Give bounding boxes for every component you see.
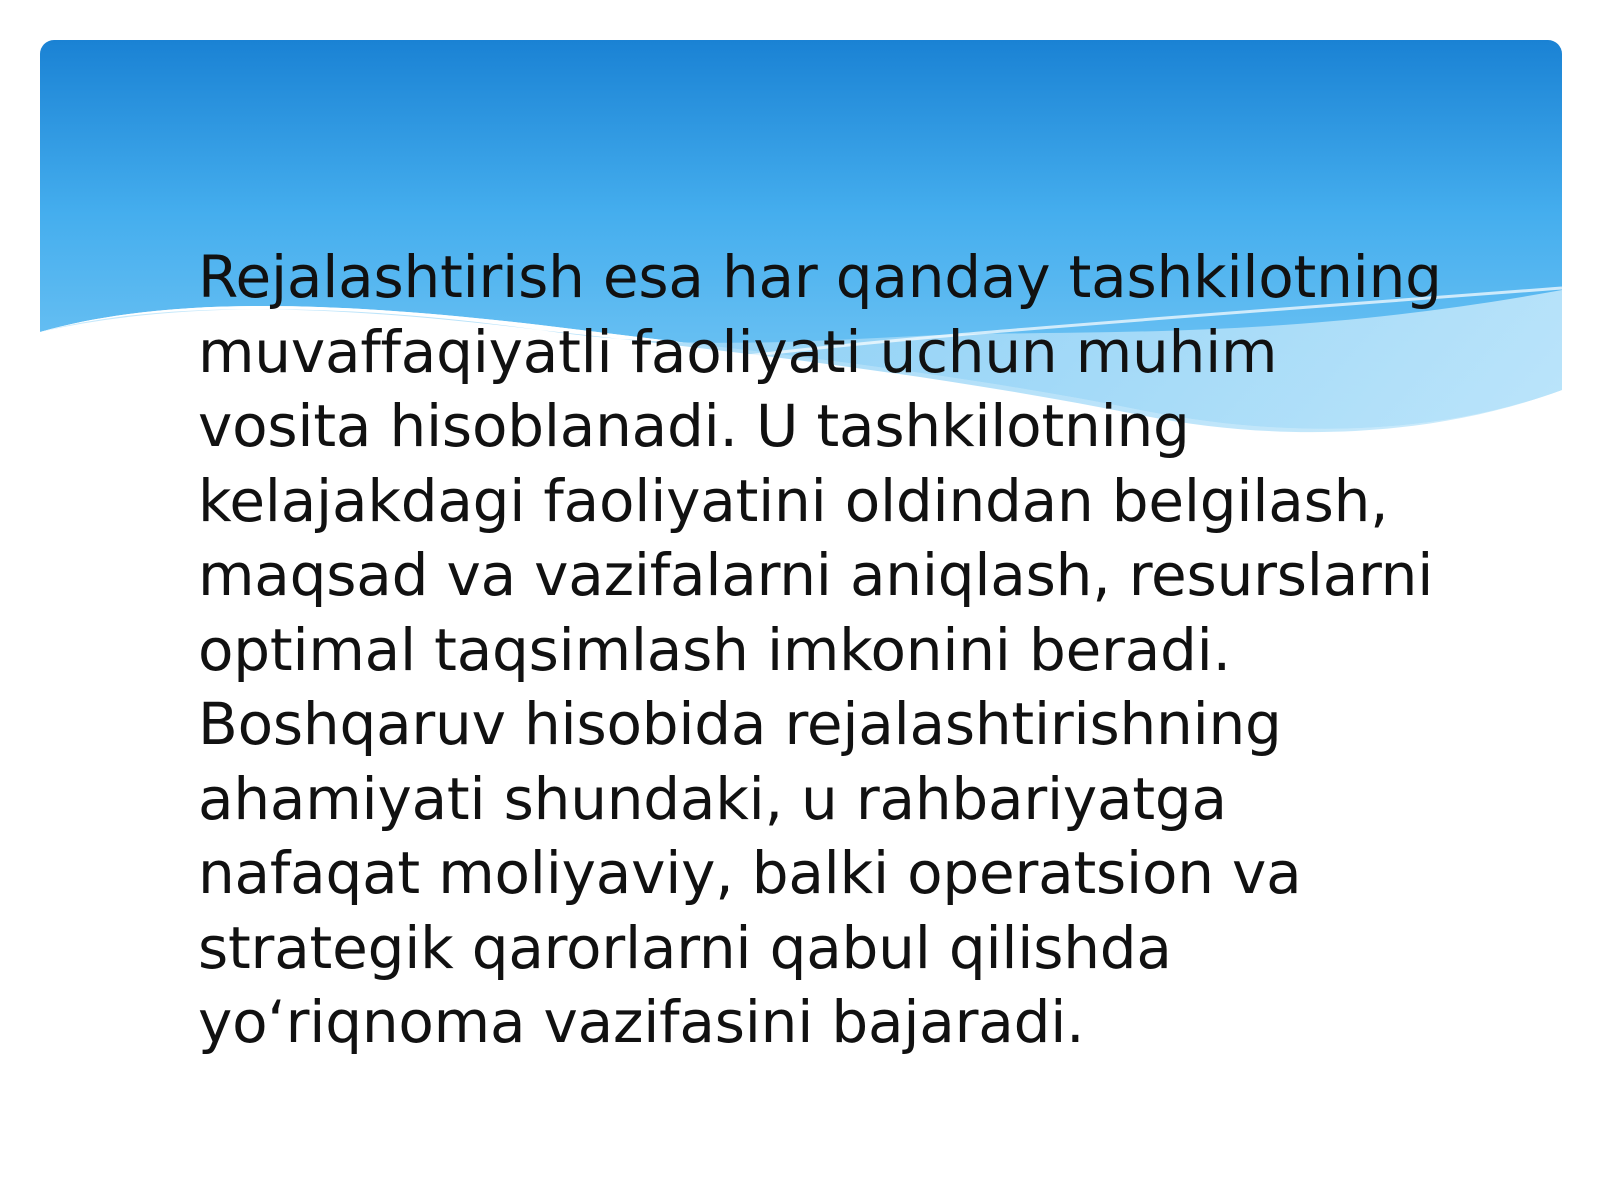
slide-body-text: Rejalashtirish esa har qanday tashkilotning muvaffaqiyatli faoliyati uchun muhim vosita hisoblanadi. U tashkilotning kelajakdagi faoliyatini oldindan belgilash, maqsad va vazifalarni aniqlash, resurslarni optimal taqsimlash imkonini beradi. Boshqaruv hisobida rejalashtirishning ahamiyati shundaki, u rahbariyatga nafaqat moliyaviy, balki operatsion va strategik qarorlarni qabul qilishda yo‘riqnoma vazifasini bajaradi. [198,243,1442,1056]
